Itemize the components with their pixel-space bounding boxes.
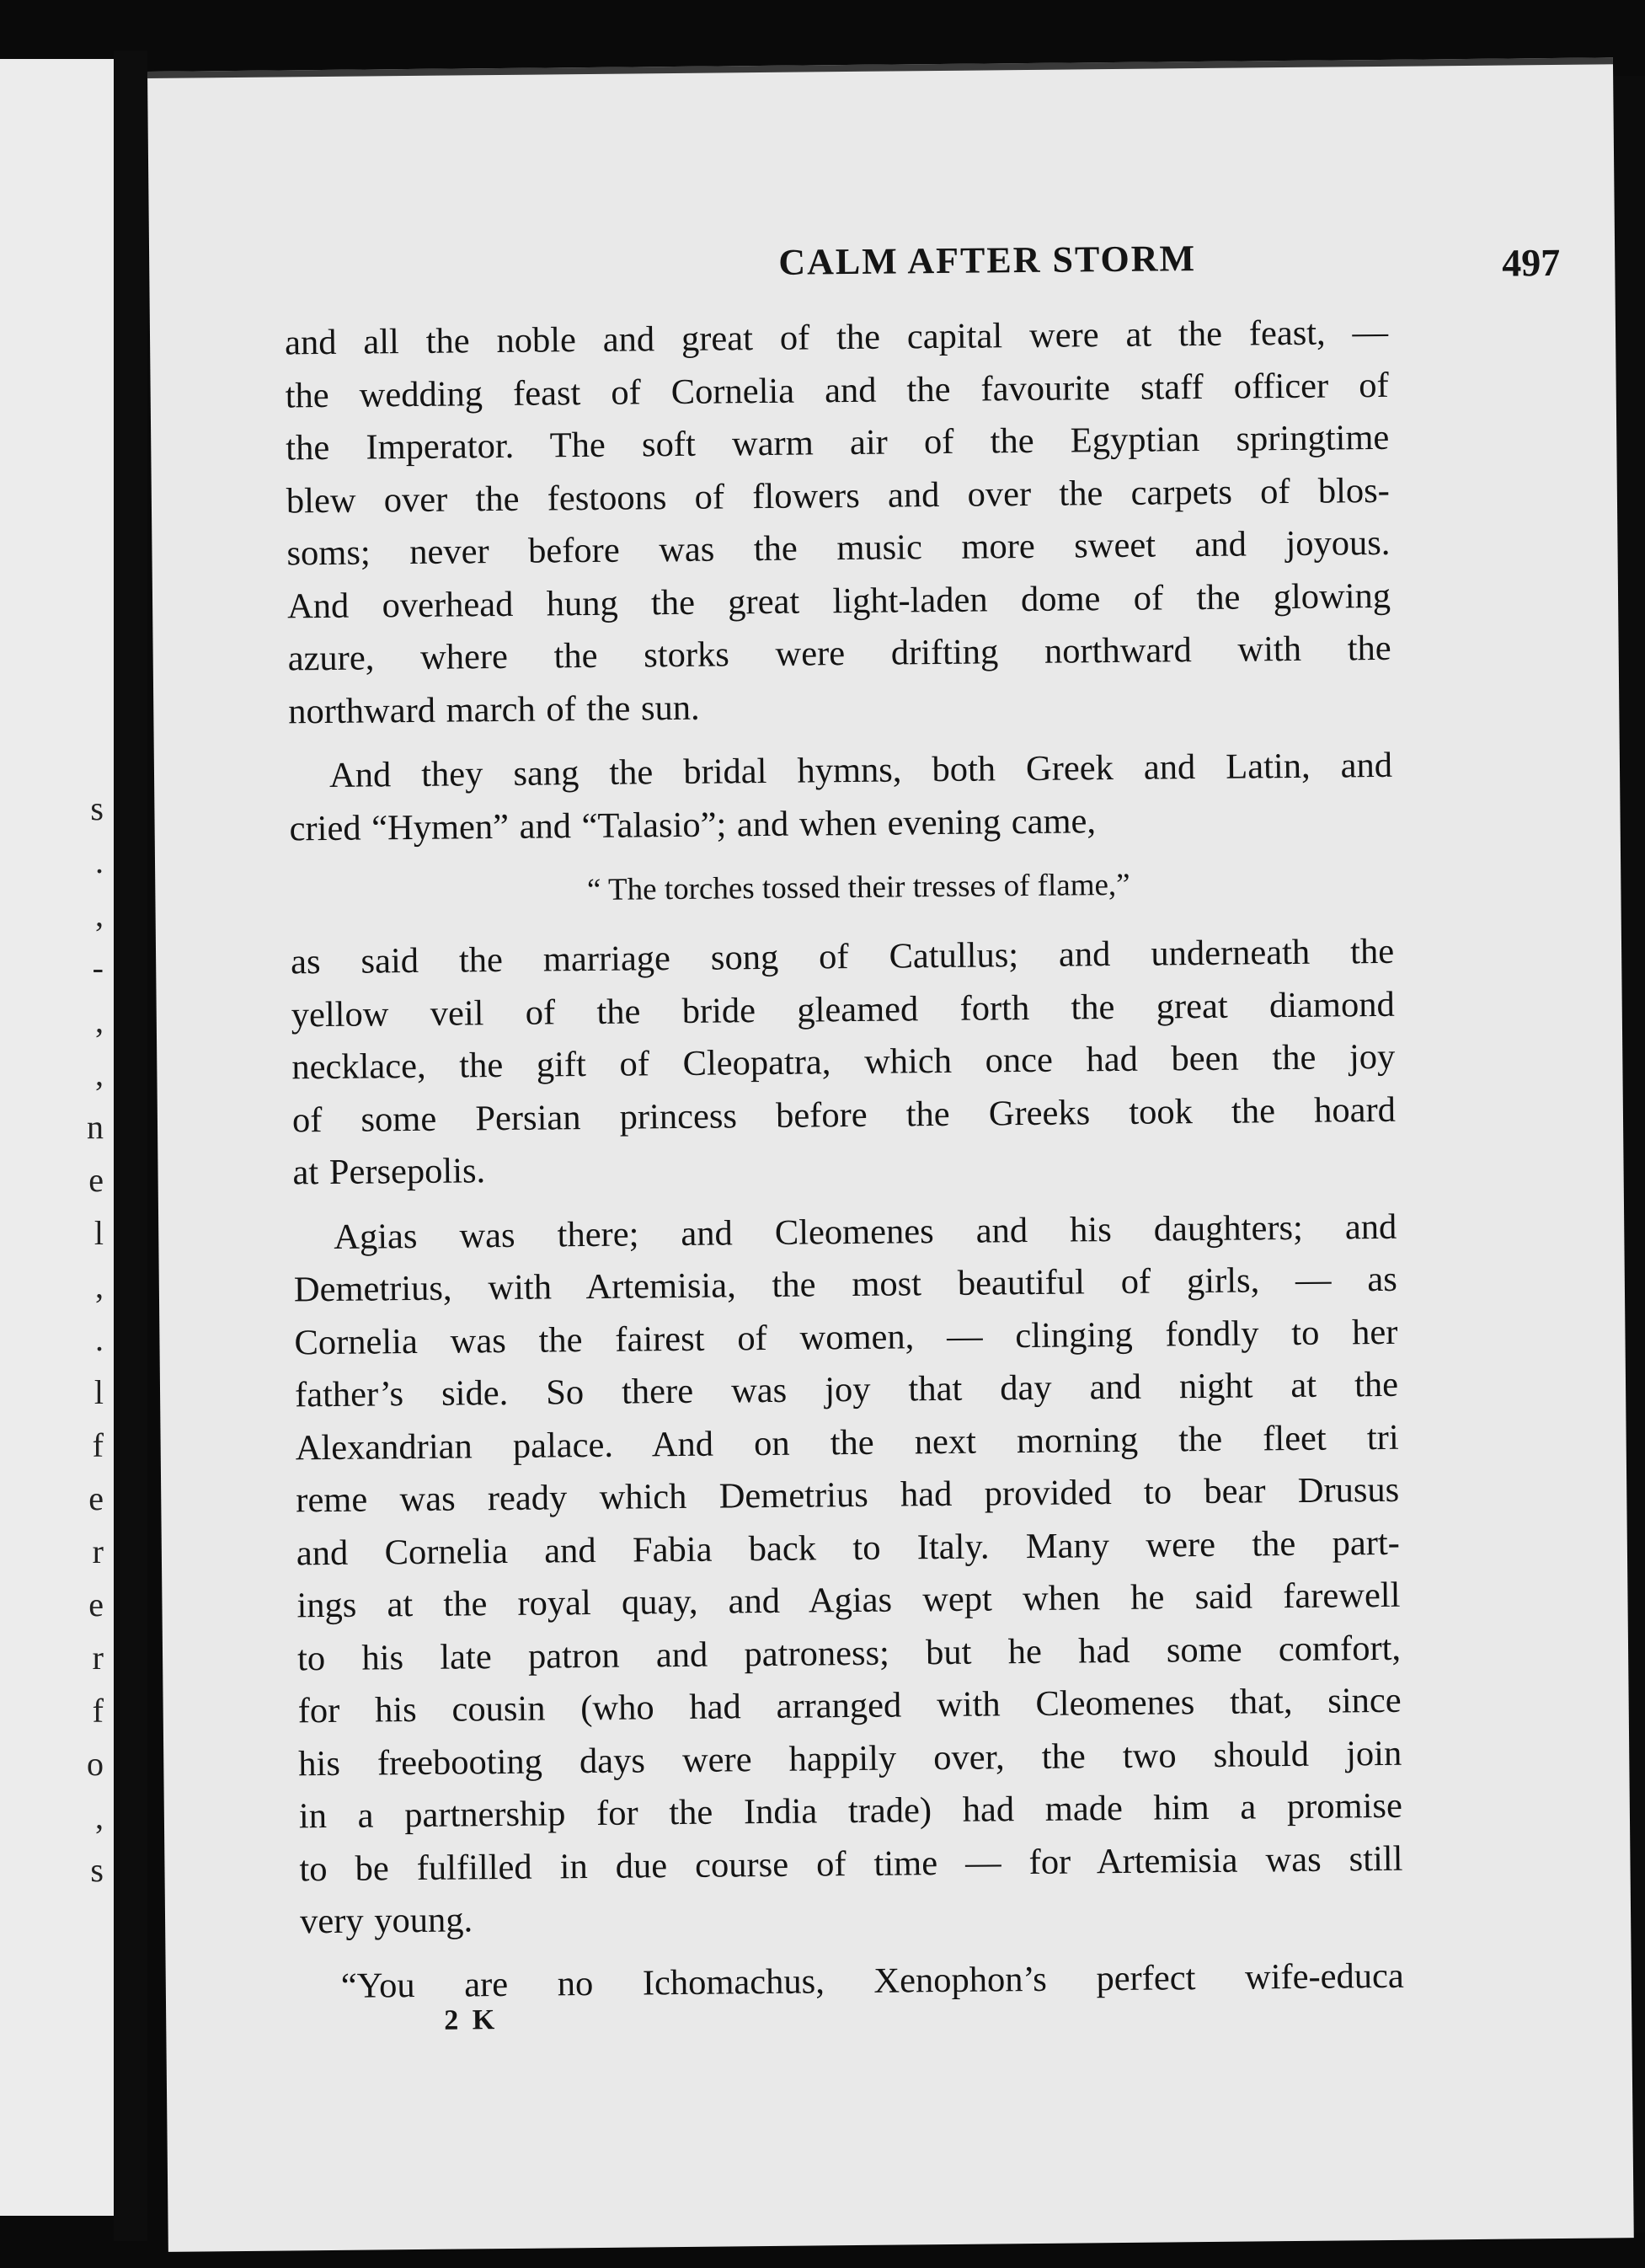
margin-char: . — [95, 842, 104, 880]
text-line: of some Persian princess before the Greeks took the hoard — [291, 1089, 1397, 1140]
margin-char: f — [92, 1426, 104, 1464]
text-line: the Imperator. The soft warm air of the Egyptian springtime — [286, 417, 1390, 468]
text-line: to his late patron and patroness; but he had some comfort, — [296, 1628, 1402, 1678]
text-line: Demetrius, with Artemisia, the most beautiful of girls, — as — [293, 1259, 1398, 1310]
text-line: Agias was there; and Cleomenes and his daughters; and — [334, 1206, 1397, 1257]
text-line: at Persepolis. — [292, 1151, 486, 1193]
text-line: soms; never before was the music more sweet and joyous. — [286, 522, 1391, 574]
paragraph — [293, 1201, 1403, 1949]
text-line: northward march of the sun. — [288, 687, 700, 731]
facing-page-edge — [0, 59, 114, 2216]
facing-page-margin-chars — [78, 59, 104, 2216]
text-line: in a partnership for the India trade) had made him a promise — [298, 1785, 1403, 1837]
text-line: yellow veil of the bride gleamed forth the great diamond — [291, 984, 1395, 1035]
paragraph — [291, 926, 1397, 1200]
text-line: father’s side. So there was joy that day and night at the — [294, 1364, 1399, 1415]
margin-char: s — [90, 789, 104, 827]
margin-char: e — [88, 1586, 104, 1623]
verse-quote: “ The torches tossed their tresses of flame,” — [586, 867, 1130, 908]
text-line: Alexandrian palace. And on the next morning the fleet tri — [295, 1417, 1399, 1468]
margin-char: e — [88, 1479, 104, 1517]
binding-gutter — [114, 51, 147, 2241]
margin-char: e — [88, 1161, 104, 1199]
margin-char: , — [95, 1267, 104, 1305]
margin-char: , — [95, 1055, 104, 1093]
text-line: to be fulfilled in due course of time — for Artemisia was still — [299, 1838, 1403, 1889]
margin-char: - — [92, 949, 104, 987]
text-line: “You are no Ichomachus, Xenophon’s perfect wife-educa — [340, 1955, 1404, 2006]
text-line: as said the marriage song of Catullus; and underneath the — [290, 931, 1395, 982]
margin-char: f — [92, 1692, 104, 1730]
text-line: Cornelia was the fairest of women, — clinging fondly to her — [294, 1312, 1398, 1362]
margin-char: r — [92, 1639, 104, 1677]
text-line: And they sang the bridal hymns, both Greek and Latin, and — [328, 745, 1393, 795]
text-line: necklace, the gift of Cleopatra, which once had been the joy — [291, 1036, 1396, 1088]
margin-char: r — [92, 1533, 104, 1570]
margin-char: , — [95, 1798, 104, 1836]
paragraph — [285, 307, 1392, 739]
text-line: blew over the festoons of flowers and over the carpets of blos- — [286, 470, 1391, 521]
paragraph — [289, 740, 1393, 856]
margin-char: , — [95, 1002, 104, 1040]
text-line: the wedding feast of Cornelia and the favourite staff officer of — [285, 365, 1389, 415]
text-line: ings at the royal quay, and Agias wept when he said farewell — [296, 1575, 1401, 1626]
body-text — [285, 307, 1404, 2013]
paragraph — [301, 1950, 1405, 2013]
page-number: 497 — [1502, 240, 1561, 285]
margin-char: s — [90, 1851, 104, 1889]
margin-char: . — [95, 1320, 104, 1358]
margin-char: n — [87, 1108, 104, 1146]
text-line: reme was ready which Demetrius had provided to bear Drusus — [296, 1469, 1400, 1521]
book-page — [147, 57, 1634, 2252]
text-line: azure, where the storks were drifting northward with the — [287, 628, 1391, 679]
page-header — [608, 233, 1561, 302]
margin-char: l — [93, 1214, 104, 1252]
margin-char: , — [95, 896, 104, 933]
text-line: And overhead hung the great light-laden dome of the glowing — [286, 575, 1391, 626]
signature-mark: 2 K — [444, 2004, 499, 2036]
text-line: and all the noble and great of the capital were at the feast, — — [284, 312, 1389, 363]
text-line: for his cousin (who had arranged with Cleomenes that, since — [297, 1680, 1402, 1731]
margin-char: l — [93, 1373, 104, 1411]
text-line: his freebooting days were happily over, the two should join — [298, 1733, 1402, 1784]
margin-char: o — [87, 1745, 104, 1783]
running-head: CALM AFTER STORM — [778, 238, 1197, 283]
text-line: very young. — [299, 1900, 473, 1942]
text-line: and Cornelia and Fabia back to Italy. Many were the part- — [296, 1522, 1401, 1573]
text-line: cried “Hymen” and “Talasio”; and when evening came, — [289, 800, 1097, 848]
